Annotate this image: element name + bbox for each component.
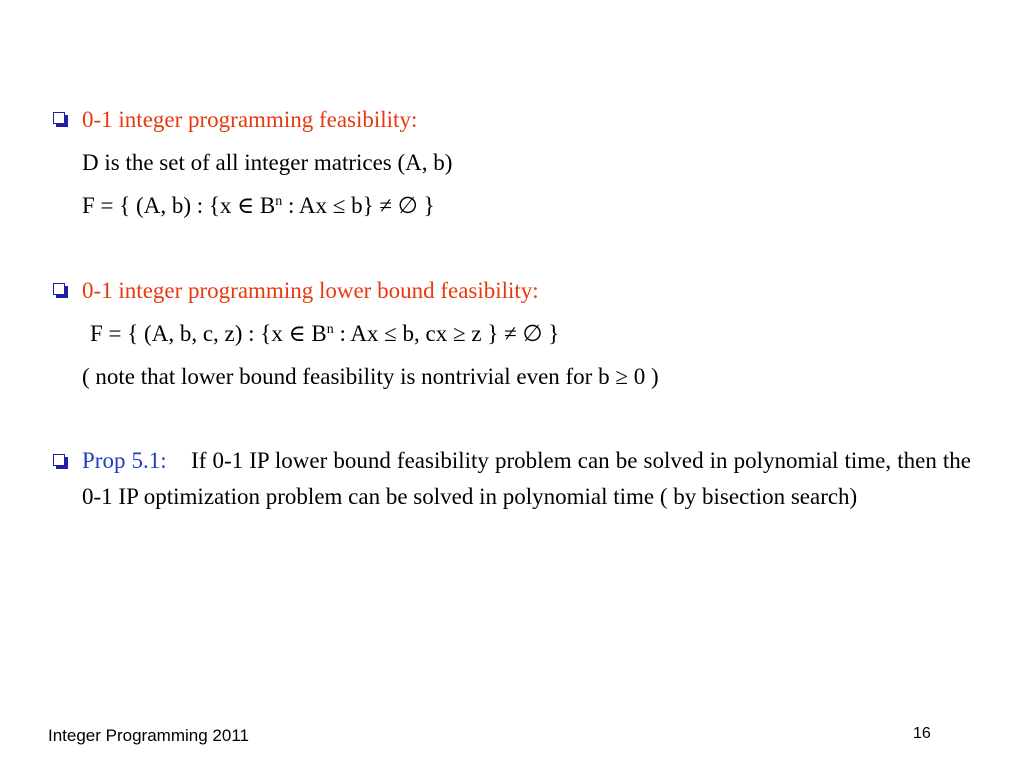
formula-part: : Ax ≤ b} ≠ ∅ } (282, 193, 435, 218)
formula-superscript: n (275, 194, 283, 209)
square-bullet-icon (53, 112, 69, 128)
formula-part: F = { (A, b) : {x ∈ B (82, 193, 276, 218)
square-bullet-icon (53, 454, 69, 470)
page-number: 16 (913, 725, 931, 742)
formula-part: : Ax ≤ b, cx ≥ z } ≠ ∅ } (333, 321, 560, 346)
section1-line-f-definition (82, 188, 435, 224)
proposition-label: Prop 5.1: (82, 448, 167, 473)
section2-heading: 0-1 integer programming lower bound feasibility: (82, 278, 539, 303)
square-bullet-icon (53, 283, 69, 299)
formula-part: F = { (A, b, c, z) : {x ∈ B (90, 321, 327, 346)
section1-line-d-definition: D is the set of all integer matrices (A, b) (82, 150, 453, 175)
proposition-paragraph (82, 443, 971, 515)
formula-superscript: n (326, 322, 334, 337)
section1-heading: 0-1 integer programming feasibility: (82, 107, 418, 132)
section2-note: ( note that lower bound feasibility is nontrivial even for b ≥ 0 ) (82, 364, 659, 389)
section2-line-f-definition (90, 316, 559, 352)
proposition-text: If 0-1 IP lower bound feasibility problem can be solved in polynomial time, then the 0-1 IP optimization problem can be solved in polynomial time ( by bisection search) (82, 448, 972, 509)
footer-title: Integer Programming 2011 (48, 726, 249, 745)
